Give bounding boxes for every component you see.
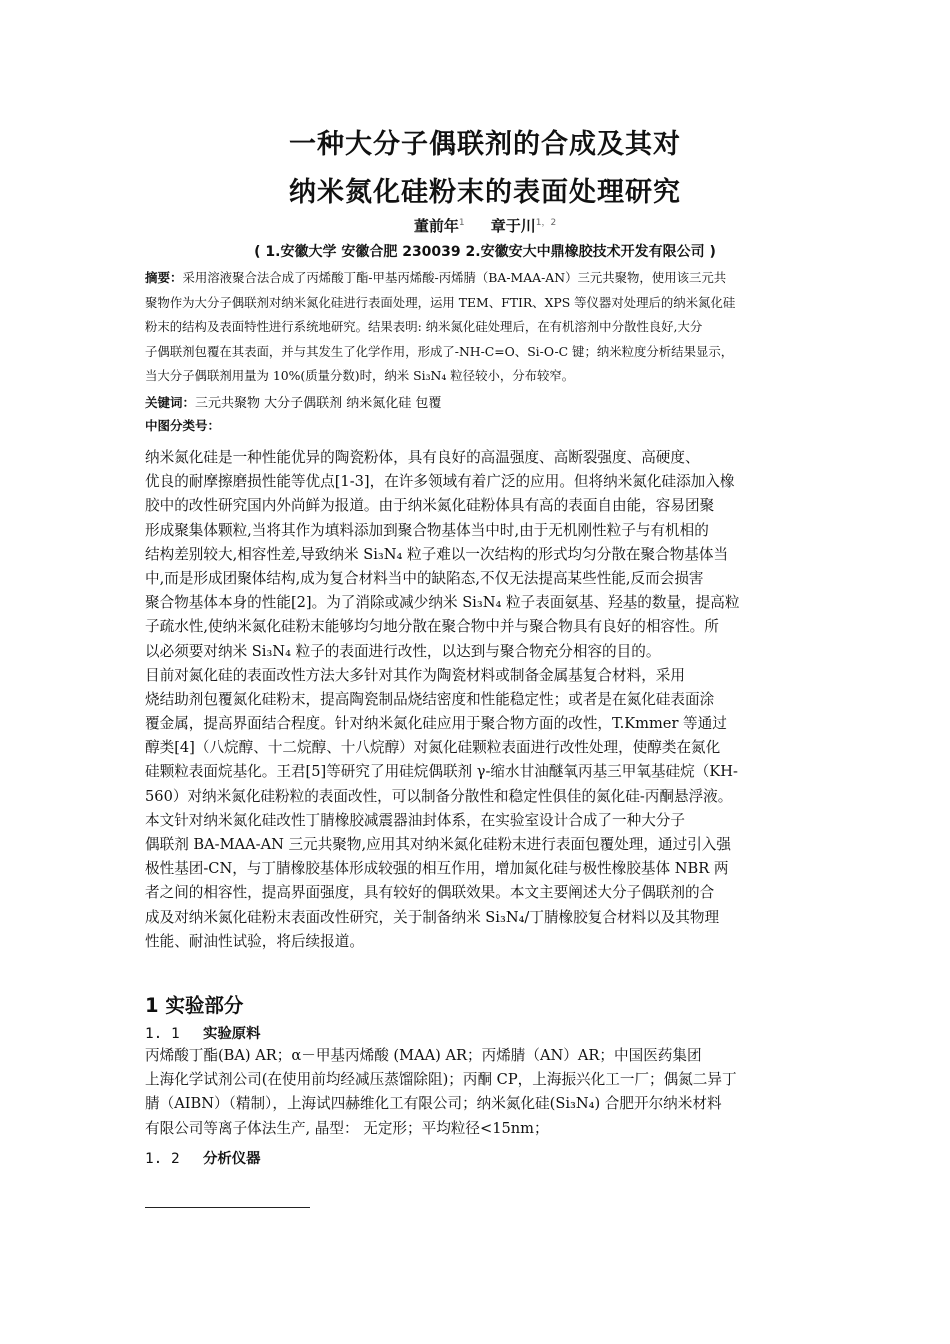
- body-line: 结构差别较大,相容性差,导致纳米 Si₃N₄ 粒子难以一次结构的形式均匀分散在聚合物基体当: [145, 545, 729, 563]
- body-line: 胶中的改性研究国内外尚鲜为报道。由于纳米氮化硅粉体具有高的表面自由能，容易团聚: [145, 497, 715, 515]
- affiliation: ( 1.安徽大学 安徽合肥 230039 2.安徽安大中鼎橡胶技术开发有限公司 ): [254, 244, 716, 260]
- materials-line: 有限公司等离子体法生产, 晶型： 无定形；平均粒径<15nm；: [145, 1119, 549, 1137]
- body-line: 形成聚集体颗粒,当将其作为填料添加到聚合物基体当中时,由于无机刚性粒子与有机相的: [145, 521, 709, 539]
- body-line: 优良的耐摩擦磨损性能等优点[1-3]，在许多领域有着广泛的应用。但将纳米氮化硅添加入橡: [145, 473, 735, 491]
- body-line: 成及对纳米氮化硅粉末表面改性研究，关于制备纳米 Si₃N₄/丁腈橡胶复合材料以及其物理: [145, 908, 720, 926]
- section-heading-1: 1 实验部分: [145, 994, 244, 1017]
- body-line: 子疏水性,使纳米氮化硅粉末能够均匀地分散在聚合物中并与聚合物具有良好的相容性。所: [145, 618, 719, 636]
- keywords-text: 三元共聚物 大分子偶联剂 纳米氮化硅 包覆: [195, 396, 442, 411]
- materials-line: 腈（AIBN）（精制），上海试四赫维化工有限公司；纳米氮化硅(Si₃N₄) 合肥开尔纳米材料: [145, 1095, 722, 1113]
- body-line: 560）对纳米氮化硅粉粒的表面改性，可以制备分散性和稳定性俱佳的氮化硅-丙酮悬浮液。: [145, 787, 733, 805]
- footnote-divider: [145, 1207, 310, 1208]
- title-line-2: 纳米氮化硅粉末的表面处理研究: [289, 177, 681, 208]
- materials-text: [145, 1044, 825, 1141]
- body-line: 烧结助剂包覆氮化硅粉末，提高陶瓷制品烧结密度和性能稳定性；或者是在氮化硅表面涂: [145, 690, 715, 708]
- materials-line: 上海化学试剂公司(在使用前均经减压蒸馏除阻)；丙酮 CP，上海振兴化工一厂；偶氮二异丁: [145, 1071, 737, 1089]
- body-line: 极性基团-CN，与丁腈橡胶基体形成较强的相互作用，增加氮化硅与极性橡胶基体 NBR 两: [145, 860, 729, 878]
- body-line: 偶联剂 BA-MAA-AN 三元共聚物,应用其对纳米氮化硅粉末进行表面包覆处理，通过引入强: [145, 836, 731, 853]
- body-line: 中,而是形成团聚体结构,成为复合材料当中的缺陷态,不仅无法提高某些性能,反而会损害: [145, 569, 704, 587]
- subsection-number: 1. 2: [145, 1151, 180, 1167]
- author-2-affil-mark: 1，2: [535, 218, 557, 228]
- subsection-number: 1. 1: [145, 1026, 180, 1042]
- keywords-label: 关键词：: [145, 395, 196, 410]
- keywords: [145, 392, 441, 411]
- author-1: 董前年: [413, 217, 459, 235]
- abstract-line-3: 粉末的结构及表面特性进行系统地研究。结果表明: 纳米氮化硅处理后，在有机溶剂中分散性良好,大分: [145, 319, 703, 335]
- subsection-title: 分析仪器: [203, 1151, 261, 1167]
- clc-label: 中图分类号：: [145, 418, 221, 433]
- body-line: 纳米氮化硅是一种性能优异的陶瓷粉体，具有良好的高温强度、高断裂强度、高硬度、: [145, 449, 700, 466]
- materials-line: 丙烯酸丁酯(BA) AR；α－甲基丙烯酸 (MAA) AR；丙烯腈（AN）AR；中国医药集团: [145, 1047, 702, 1064]
- abstract-line-5: 当大分子偶联剂用量为 10%(质量分数)时，纳米 Si₃N₄ 粒径较小，分布较窄。: [145, 368, 575, 384]
- subsection-title: 实验原料: [203, 1026, 261, 1042]
- body-line: 目前对氮化硅的表面改性方法大多针对其作为陶瓷材料或制备金属基复合材料，采用: [145, 666, 685, 684]
- author-2: 章于川: [490, 217, 536, 235]
- body-line: 覆金属，提高界面结合程度。针对纳米氮化硅应用于聚合物方面的改性，T.Kmmer 等通过: [145, 715, 727, 733]
- abstract: [145, 266, 825, 389]
- abstract-line-4: 子偶联剂包覆在其表面，并与其发生了化学作用，形成了-NH-C=O、Si-O-C 键；纳米粒度分析结果显示，: [145, 343, 734, 359]
- body-line: 者之间的相容性，提高界面强度，具有较好的偶联效果。本文主要阐述大分子偶联剂的合: [145, 884, 715, 902]
- body-line: 聚合物基体本身的性能[2]。为了消除或减少纳米 Si₃N₄ 粒子表面氨基、羟基的数量，提高粒: [145, 594, 740, 612]
- authors: [145, 215, 825, 236]
- abstract-line-2: 聚物作为大分子偶联剂对纳米氮化硅进行表面处理，运用 TEM、FTIR、XPS 等仪器对处理后的纳米氮化硅: [145, 294, 736, 310]
- subsection-heading-1-1: [145, 1022, 261, 1043]
- body-line: 本文针对纳米氮化硅改性丁腈橡胶减震器油封体系，在实验室设计合成了一种大分子: [145, 811, 685, 829]
- body-line: 以必须要对纳米 Si₃N₄ 粒子的表面进行改性，以达到与聚合物充分相容的目的。: [145, 642, 661, 660]
- subsection-heading-1-2: [145, 1147, 261, 1168]
- title-line-1: 一种大分子偶联剂的合成及其对: [289, 129, 681, 160]
- body-text: [145, 446, 825, 954]
- abstract-label: 摘要：: [145, 270, 183, 285]
- abstract-line-1: 摘要：采用溶液聚合法合成了丙烯酸丁酯-甲基丙烯酸-丙烯腈（BA-MAA-AN）三元共聚物，使用该三元共: [145, 270, 727, 285]
- body-line: 性能、耐油性试验，将后续报道。: [145, 932, 364, 950]
- body-line: 硅颗粒表面烷基化。王君[5]等研究了用硅烷偶联剂 γ-缩水甘油醚氧丙基三甲氧基硅烷（KH-: [145, 763, 738, 781]
- body-line: 醇类[4]（八烷醇、十二烷醇、十八烷醇）对氮化硅颗粒表面进行改性处理，使醇类在氮化: [145, 739, 721, 757]
- author-1-affil-mark: 1: [458, 218, 465, 228]
